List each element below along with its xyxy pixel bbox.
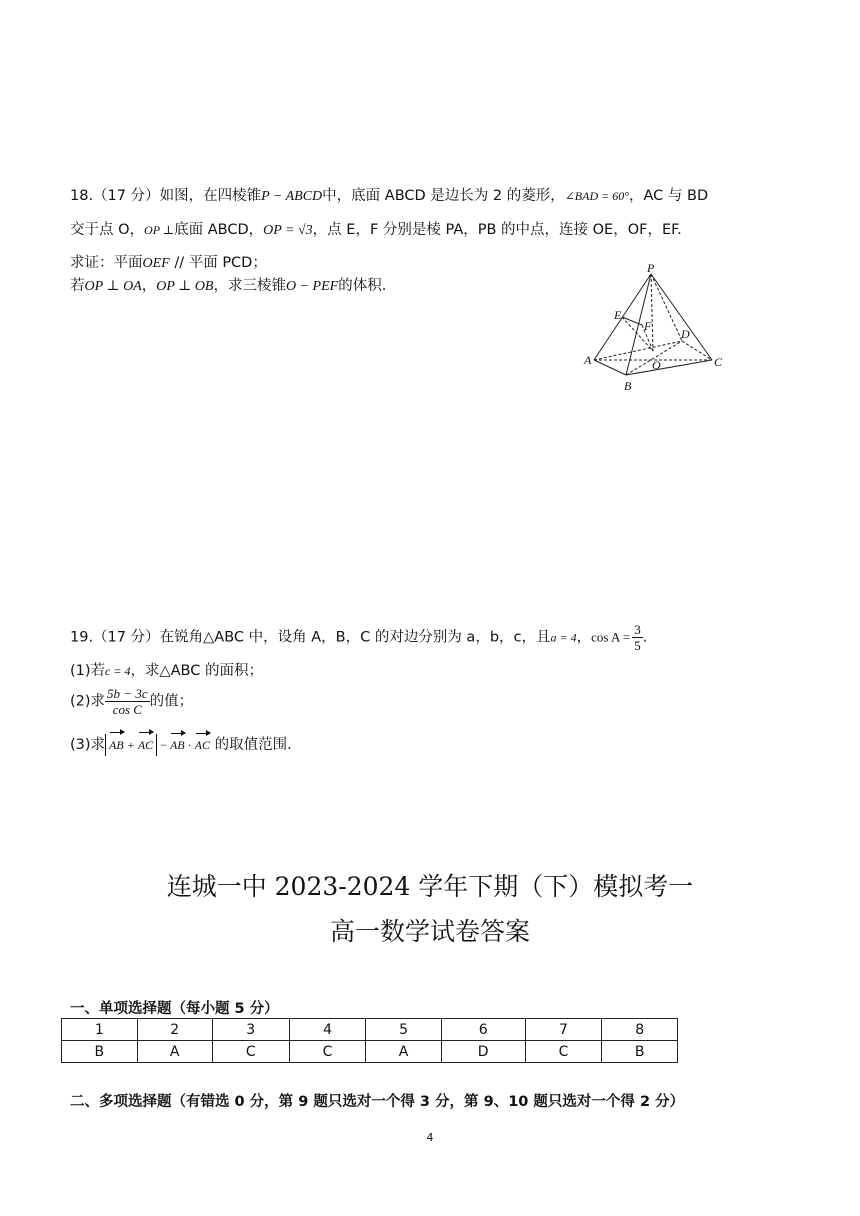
q18-line-3: 求证：平面OEF // 平面 PCD；: [70, 255, 267, 271]
table-cell: D: [441, 1041, 525, 1063]
table-cell: C: [525, 1041, 602, 1063]
table-cell: C: [289, 1041, 366, 1063]
answer-table: [61, 1018, 678, 1063]
answer-title-subject: 高一数学试卷答案: [329, 917, 530, 946]
table-cell: 1: [62, 1019, 138, 1041]
q18-line-4: 若OP ⊥ OA，OP ⊥ OB，求三棱锥O − PEF的体积.: [70, 278, 387, 294]
edge-pd: [651, 274, 682, 341]
pyramid-figure: [580, 262, 730, 396]
label-d: D: [681, 327, 690, 341]
page-number: 4: [426, 1131, 434, 1144]
table-cell: 2: [137, 1019, 212, 1041]
table-cell: C: [212, 1041, 289, 1063]
edge-pc: [651, 274, 712, 360]
edge-ab: [594, 360, 626, 375]
label-b: B: [624, 379, 632, 393]
q18-line-2: 交于点 O，OP ⊥底面 ABCD，OP = √3，点 E，F 分别是棱 PA，PB 的中点，连接 OE，OF，EF.: [70, 222, 682, 238]
table-cell: A: [366, 1041, 441, 1063]
label-e: E: [614, 308, 622, 322]
table-cell: B: [602, 1041, 678, 1063]
q18-line-1: 18.（17 分）如图，在四棱锥P − ABCD中，底面 ABCD 是边长为 2 的菱形，∠BAD = 60°，AC 与 BD: [70, 188, 709, 204]
edge-ad: [594, 341, 682, 360]
table-cell: 8: [602, 1019, 678, 1041]
q19-line-1: 19.（17 分）在锐角△ABC 中，设角 A，B，C 的对边分别为 a，b，c，且a = 4，cos A = $\frac{3}{5}$ .: [70, 622, 648, 653]
table-cell: 6: [441, 1019, 525, 1041]
table-row-answers: [62, 1041, 678, 1063]
label-f: F: [644, 319, 652, 333]
label-p: P: [647, 262, 655, 275]
edge-bc: [626, 360, 712, 375]
table-row-numbers: [62, 1019, 678, 1041]
q19-part-1: (1)若c = 4，求△ABC 的面积；: [70, 663, 263, 679]
segment-po: [651, 274, 653, 351]
table-cell: 3: [212, 1019, 289, 1041]
section-multi-choice: 二、多项选择题（有错选 0 分，第 9 题只选对一个得 3 分，第 9、10 题只选对一个得 2 分）: [70, 1094, 685, 1110]
section-single-choice: 一、单项选择题（每小题 5 分）: [70, 1001, 279, 1017]
label-a: A: [584, 353, 592, 367]
q19-part-2: (2)求 $\frac{5b - 3c}{\text{cos C}}$ 的值；: [70, 686, 194, 717]
table-cell: 4: [289, 1019, 366, 1041]
table-cell: 5: [366, 1019, 441, 1041]
q19-part-3: (3)求 AB + AC − AB · AC 的取值范围.: [70, 734, 292, 756]
table-cell: 7: [525, 1019, 602, 1041]
label-c: C: [714, 355, 723, 369]
edge-dc: [682, 341, 712, 360]
answer-title-school: 连城一中 2023-2024 学年下期（下）模拟考一: [166, 872, 694, 901]
label-o: O: [652, 358, 661, 372]
table-cell: B: [62, 1041, 138, 1063]
table-cell: A: [137, 1041, 212, 1063]
